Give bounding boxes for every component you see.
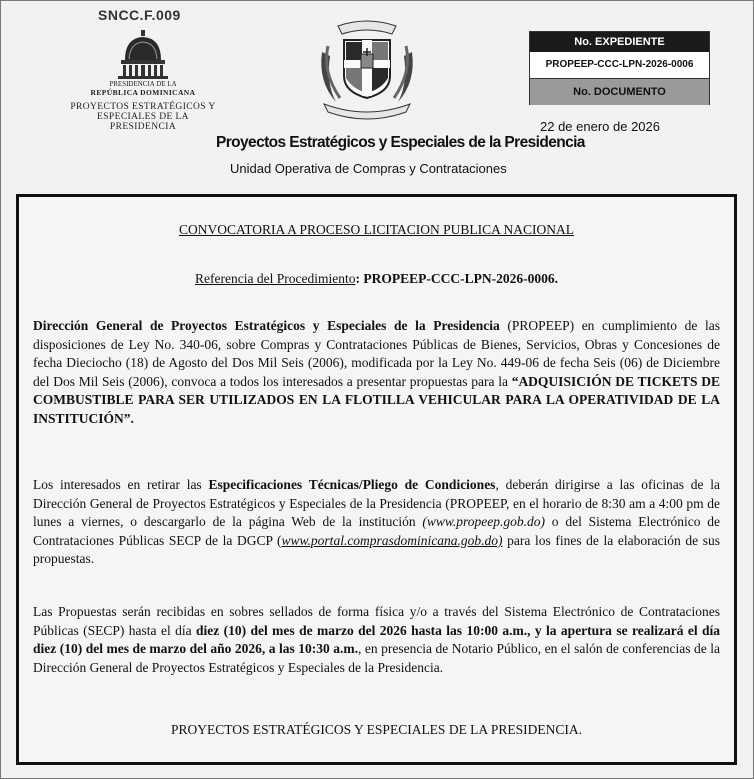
logo-subtitle: PROYECTOS ESTRATÉGICOS Y ESPECIALES DE LA PRESIDENCIA: [70, 102, 216, 132]
expediente-box: [529, 31, 710, 105]
paragraph-propuestas: Las Propuestas serán recibidas en sobres sellados de forma física y/o a través del Sistema Electrónico de Contrataciones Públicas (SECP) hasta el día diez (10) del mes de marzo del 2026 hasta las 10:00 a.m., y la apertura se realizará el día diez (10) del mes de marzo del año 2026, a las 10:30 a.m., en presencia de Notario Público, en el salón de conferencias de la Dirección General de Proyectos Estratégicos y Especiales de la Presidencia.: [33, 604, 720, 675]
republica-dominicana-text: REPÚBLICA DOMINICANA: [90, 88, 196, 97]
propeep-website-link[interactable]: (www.propeep.gob.do): [422, 514, 545, 530]
national-palace-dome-icon: [115, 30, 171, 80]
compras-portal-link[interactable]: www.portal.comprasdominicana.gob.do): [281, 532, 503, 548]
presidencia-small-text: PRESIDENCIA DE LA: [109, 80, 177, 88]
notice-box: [16, 194, 737, 765]
expediente-label: No. EXPEDIENTE: [530, 32, 709, 52]
form-code: SNCC.F.009: [98, 7, 181, 23]
documento-label: No. DOCUMENTO: [530, 78, 709, 105]
coat-of-arms-icon: [316, 12, 418, 124]
procedure-reference: Referencia del Procedimiento: PROPEEP-CCC-LPN-2026-0006.: [195, 271, 558, 286]
institution-title: Proyectos Estratégicos y Especiales de la Presidencia: [216, 134, 585, 151]
institution-unit: Unidad Operativa de Compras y Contrataciones: [230, 161, 507, 176]
paragraph-especificaciones: Los interesados en retirar las Especificaciones Técnicas/Pliego de Condiciones, deberán dirigirse a las oficinas de la Dirección General de Proyectos Estratégicos y Especiales de la Presidencia (PROPEEP, en el horario de 8:30 am a 4:00 pm de lunes a viernes, o descargarlo de la página Web de la institución (www.propeep.gob.do) o del Sistema Electrónico de Contrataciones Públicas SECP de la DGCP (www.portal.comprasdominicana.gob.do) para los fines de la elaboración de sus propuestas.: [33, 477, 720, 567]
notice-heading: CONVOCATORIA A PROCESO LICITACION PUBLICA NACIONAL: [178, 222, 575, 237]
presidencia-logo: [68, 30, 218, 132]
coat-of-arms-seal: [316, 12, 418, 129]
document-date: 22 de enero de 2026: [540, 119, 660, 134]
expediente-number: PROPEEP-CCC-LPN-2026-0006: [545, 59, 694, 70]
paragraph-convocatoria: Dirección General de Proyectos Estratégicos y Especiales de la Presidencia (PROPEEP) en cumplimiento de las disposiciones de Ley No. 340-06, sobre Compras y Contrataciones Públicas de Bienes, Servicios, Obras y Concesiones de fecha Dieciocho (18) de Agosto del Dos Mil Seis (2006), modificada por la Ley No. 449-06 de fecha Seis (06) de Diciembre del Dos Mil Seis (2006), convoca a todos los interesados a presentar propuestas para la “ADQUISICIÓN DE TICKETS DE COMBUSTIBLE PARA SER UTILIZADOS EN LA FLOTILLA VEHICULAR PARA LA OPERATIVIDAD DE LA INSTITUCIÓN”.: [33, 318, 721, 426]
closing-signature: PROYECTOS ESTRATÉGICOS Y ESPECIALES DE LA PRESIDENCIA.: [171, 722, 582, 737]
